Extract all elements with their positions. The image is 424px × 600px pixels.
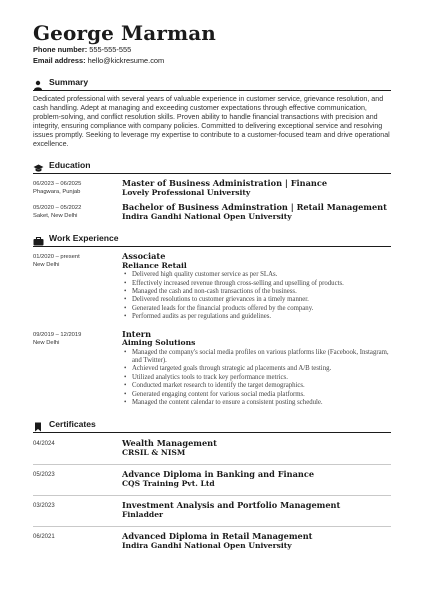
education-school: Indira Gandhi National Open University [122, 211, 292, 221]
bullet-item: • Managed the content calendar to ensure a consistent posting schedule. [132, 399, 391, 407]
experience-title: Work Experience [49, 233, 119, 244]
experience-meta [33, 252, 122, 321]
experience-location: New Delhi [33, 262, 60, 269]
email-value[interactable]: hello@kickresume.com [87, 55, 165, 65]
certificate-date: 04/2024 [33, 441, 55, 448]
bullet-item: • Generated engaging content for various social media platforms. [132, 391, 391, 399]
experience-entry [33, 252, 391, 321]
bullet-item: • Conducted market research to identify the target demographics. [132, 382, 391, 390]
person-icon [33, 77, 43, 87]
email-label: Email address: [33, 55, 86, 65]
education-dates: 05/2020 – 05/2022 [33, 205, 82, 212]
bullet-item: • Performed audits as per regulations and guidelines. [132, 313, 391, 321]
certificate-date: 06/2021 [33, 534, 55, 541]
certificates-title: Certificates [49, 419, 96, 430]
contact-email [33, 56, 391, 66]
education-location: Saket, New Delhi [33, 213, 78, 220]
education-degree: Master of Business Administration | Finance [122, 178, 328, 189]
education-entry [33, 203, 391, 221]
certificate-entry [33, 470, 391, 488]
divider [33, 464, 391, 465]
education-section-header [33, 160, 391, 174]
education-dates: 06/2023 – 06/2025 [33, 181, 82, 188]
bullet-item: • Managed the cash and non-cash transactions of the business. [132, 288, 391, 296]
divider [33, 526, 391, 527]
experience-company: Reliance Retail [122, 260, 187, 270]
bullet-item: • Delivered high quality customer service as per SLAs. [132, 271, 391, 279]
education-school: Lovely Professional University [122, 187, 251, 197]
education-degree: Bachelor of Business Adminstration | Retail Management [122, 202, 387, 213]
education-entry [33, 179, 391, 197]
divider [33, 495, 391, 496]
experience-dates: 09/2019 – 12/2019 [33, 331, 82, 338]
certificate-issuer: Finladder [122, 509, 164, 519]
phone-value: 555-555-555 [89, 45, 132, 54]
experience-bullets [122, 271, 391, 321]
bullet-item: • Managed the company's social media profiles on various platforms like (Facebook, Instagram, and Twitter). [132, 349, 391, 366]
experience-role: Associate [122, 251, 166, 262]
summary-section-header [33, 77, 391, 91]
bookmark-icon [33, 419, 43, 429]
experience-dates: 01/2020 – present [33, 254, 80, 261]
summary-title: Summary [49, 77, 89, 88]
graduation-cap-icon [33, 160, 43, 170]
experience-location: New Delhi [33, 339, 60, 346]
certificate-date: 03/2023 [33, 503, 55, 510]
certificate-name: Investment Analysis and Portfolio Management [122, 500, 341, 511]
certificate-name: Advance Diploma in Banking and Finance [122, 469, 315, 480]
education-location: Phagwara, Punjab [33, 189, 81, 196]
bullet-item: • Delivered resolutions to customer grievances in a timely manner. [132, 296, 391, 304]
bullet-item: • Effectively increased revenue through cross-selling and upselling of products. [132, 280, 391, 288]
certificate-entry [33, 439, 391, 457]
education-meta [33, 203, 122, 221]
certificate-issuer: Indira Gandhi National Open University [122, 540, 292, 550]
experience-entry [33, 330, 391, 408]
briefcase-icon [33, 233, 43, 243]
certificates-section-header [33, 419, 391, 433]
certificate-issuer: CQS Training Pvt. Ltd [122, 478, 215, 488]
education-title: Education [49, 160, 91, 171]
phone-label: Phone number: [33, 45, 88, 54]
bullet-item: • Utilized analytics tools to track key performance metrics. [132, 374, 391, 382]
experience-role: Intern [122, 328, 152, 339]
experience-company: Aiming Solutions [122, 338, 196, 348]
education-meta [33, 179, 122, 197]
certificate-name: Advanced Diploma in Retail Management [122, 531, 313, 542]
summary-text: Dedicated professional with several years of valuable experience in customer service, grievance resolution, and cash handling. Adept at managing and exceeding customer expectations through effective communication, problem-solving, and conflict resolution skills. Proven ability to handle financial transactions with precision and integrity, ensuring compliance with company policies. Committed to delivering exceptional service and resolving issues promptly. Seeking to leverage my expertise to contribute to a customer-focused team and drive operational excellence. [33, 95, 390, 149]
bullet-item: • Achieved targeted goals through strategic ad placements and A/B testing. [132, 365, 391, 373]
certificate-date: 05/2023 [33, 472, 55, 479]
contact-phone [33, 45, 391, 55]
experience-meta [33, 330, 122, 408]
certificate-name: Wealth Management [122, 438, 217, 449]
bullet-item: • Generated leads for the financial products offered by the company. [132, 305, 391, 313]
certificate-entry [33, 532, 391, 550]
candidate-name: George Marman [33, 21, 216, 45]
certificate-entry [33, 501, 391, 519]
certificate-issuer: CRSIL & NISM [122, 447, 186, 457]
experience-bullets [122, 349, 391, 408]
experience-section-header [33, 233, 391, 247]
